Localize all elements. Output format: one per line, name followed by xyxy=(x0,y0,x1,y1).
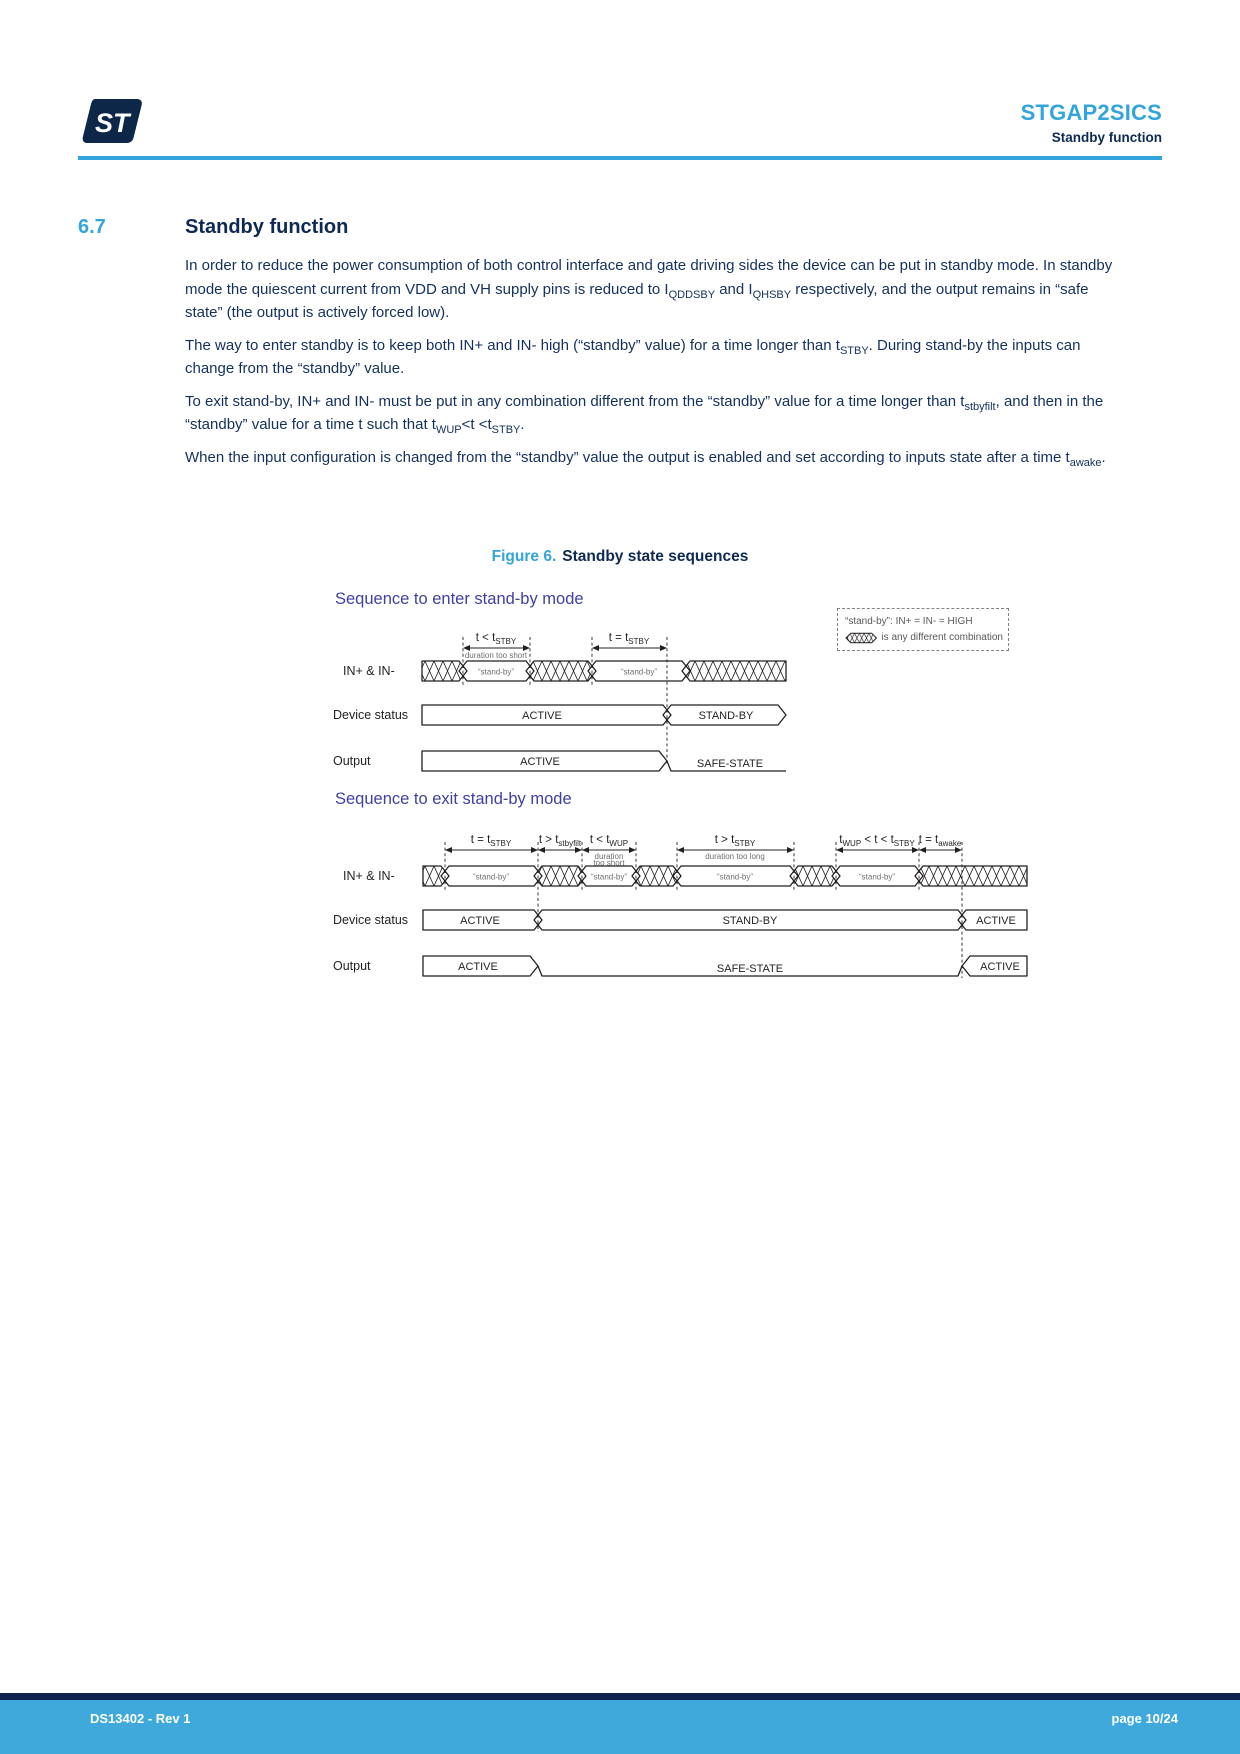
d1-device-active-label: ACTIVE xyxy=(522,710,562,722)
d1-device-row-label: Device status xyxy=(333,708,409,722)
svg-text:ST: ST xyxy=(95,108,130,138)
section-title: Standby function xyxy=(185,216,349,238)
paragraph: When the input configuration is changed from the “standby” value the output is enabled and set according to inputs state after a time $t_{awake}$. xyxy=(185,448,1106,469)
d1-output-active-label: ACTIVE xyxy=(520,756,560,768)
diagram1-title: Sequence to enter stand-by mode xyxy=(335,590,584,608)
d2-device-standby-label: STAND-BY xyxy=(722,915,778,927)
paragraph: To exit stand-by, IN+ and IN- must be put in any combination different from the “standby” value for a time longer than $t_{stbyfilt}$, and then in the “standby” value for a time t such that $t_{WUP}<t <t_{STBY}$. xyxy=(185,392,1104,436)
standby-segment-label: “stand-by” xyxy=(472,872,510,882)
d2-arrow1-label: $t = t_{STBY}$ xyxy=(470,834,512,848)
product-title: STGAP2SICS xyxy=(1020,100,1162,125)
enter-standby-diagram xyxy=(290,615,810,785)
figure-caption-title: Standby state sequences xyxy=(562,548,749,565)
legend-line1: “stand-by”: IN+ = IN- = HIGH xyxy=(845,616,973,627)
d2-arrow3-label: $t < t_{WUP}$ xyxy=(589,834,629,848)
diagram2-title: Sequence to exit stand-by mode xyxy=(335,790,572,808)
section-number: 6.7 xyxy=(78,216,106,238)
header-section-label: Standby function xyxy=(1051,130,1162,145)
standby-segment-label: “stand-by” xyxy=(858,872,896,882)
d2-device-row-label: Device status xyxy=(333,913,409,927)
d2-arrow4-note: duration too long xyxy=(705,852,765,861)
d2-arrow6-label: $t = t_{awake}$ xyxy=(918,834,962,848)
doc-revision: DS13402 - Rev 1 xyxy=(90,1711,191,1726)
standby-segment-label: “stand-by” xyxy=(716,872,754,882)
d2-device-active-label: ACTIVE xyxy=(460,915,500,927)
d2-output-active-label: ACTIVE xyxy=(458,961,498,973)
standby-segment-label: “stand-by” xyxy=(590,872,628,882)
figure-caption-prefix: Figure 6. xyxy=(491,548,557,565)
d2-arrow5-label: $t_{WUP} < t < t_{STBY}$ xyxy=(839,834,915,848)
d1-output-safestate-label: SAFE-STATE xyxy=(696,758,764,770)
d2-signal-row-label: IN+ & IN- xyxy=(343,869,395,883)
d1-arrow2-label: $t = t_{STBY}$ xyxy=(608,632,650,646)
d1-signal-row-label: IN+ & IN- xyxy=(343,664,395,678)
d2-output-row-label: Output xyxy=(333,959,371,973)
d1-device-standby-label: STAND-BY xyxy=(698,710,754,722)
d2-device-active2-label: ACTIVE xyxy=(976,915,1016,927)
crosshatch-swatch-icon xyxy=(845,632,877,644)
d2-arrow4-label: $t > t_{STBY}$ xyxy=(714,834,756,848)
legend-box xyxy=(837,608,1009,651)
paragraph: The way to enter standby is to keep both IN+ and IN- high (“standby” value) for a time longer than $t_{STBY}$. During stand-by the inputs can change from the “standby” value. xyxy=(185,336,1081,377)
footer-band xyxy=(0,1700,1240,1754)
d2-arrow2-label: $t > t_{stbyfilt}$ xyxy=(538,834,582,848)
d2-output-safestate-label: SAFE-STATE xyxy=(716,963,784,975)
legend-line2: is any different combination xyxy=(881,632,1003,643)
d1-arrow1-note: duration too short xyxy=(464,651,528,660)
d2-arrow3-note2: too short xyxy=(593,858,625,868)
page-number: page 10/24 xyxy=(1111,1711,1178,1726)
standby-segment-label: “stand-by” xyxy=(477,667,515,677)
figure-caption xyxy=(0,548,1240,566)
d2-output-active2-label: ACTIVE xyxy=(980,961,1020,973)
d1-arrow1-label: $t < t_{STBY}$ xyxy=(475,632,517,646)
paragraph: In order to reduce the power consumption of both control interface and gate driving sides the device can be put in standby mode. In standby mode the quiescent current from VDD and VH supply pins is reduced to $I_{QDDSBY}$ and $I_{QHSBY}$ respectively, and the output remains in “safe state” (the output is actively forced low). xyxy=(185,257,1113,321)
body-text xyxy=(185,254,1125,478)
d2-arrow3-note1: duration xyxy=(594,852,624,861)
d1-output-row-label: Output xyxy=(333,754,371,768)
exit-standby-diagram xyxy=(290,820,1035,990)
footer-divider xyxy=(0,1693,1240,1700)
header-rule xyxy=(78,156,1162,160)
standby-segment-label: “stand-by” xyxy=(620,667,658,677)
